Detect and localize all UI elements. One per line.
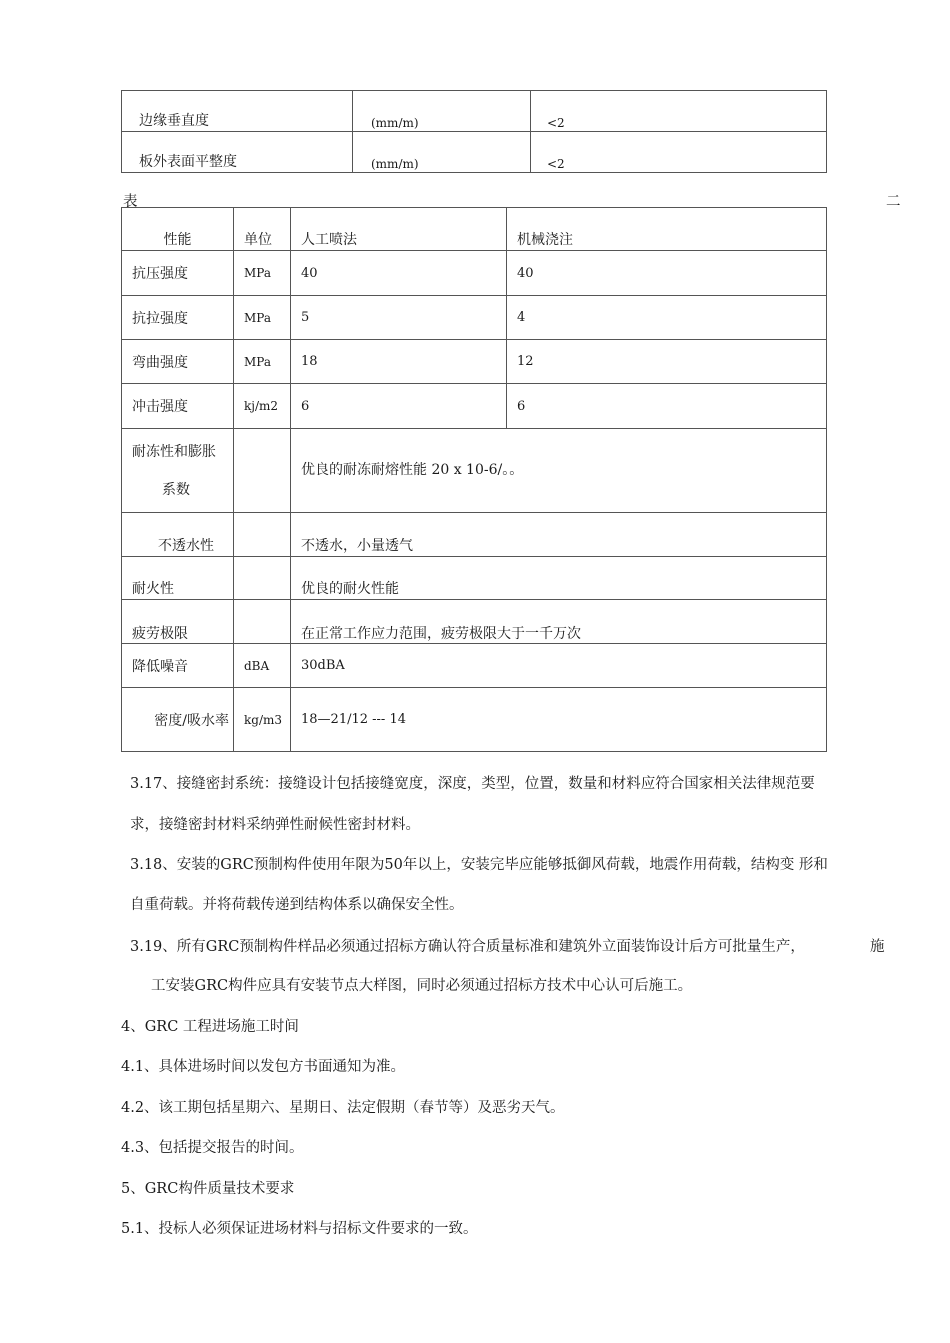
row-label: 不透水性	[122, 513, 234, 557]
paragraph-3-18-line1: 3.18、安装的GRC预制构件使用年限为50年以上，安装完毕应能够抵御风荷载，地震作用荷载，结构变 形和	[130, 857, 828, 873]
paragraph-4-1: 4.1、具体进场时间以发包方书面通知为准。	[121, 1059, 406, 1075]
header-manual-spray: 人工喷法	[291, 208, 507, 251]
row-label: 抗拉强度	[122, 296, 234, 340]
table-row	[122, 296, 827, 340]
row-value: 30dBA	[291, 644, 827, 688]
table-row	[122, 644, 827, 688]
table-row	[122, 429, 827, 513]
paragraph-3-17-line1: 3.17、接缝密封系统：接缝设计包括接缝宽度，深度，类型，位置，数量和材料应符合国家相关法律规范要	[130, 776, 815, 792]
table-header-row	[122, 208, 827, 251]
section-5-heading: 5、GRC构件质量技术要求	[121, 1181, 295, 1197]
table-row	[122, 688, 827, 752]
row-manual-value: 40	[291, 251, 507, 296]
table-row	[122, 251, 827, 296]
row-value: <2	[547, 116, 565, 130]
table-caption-right: 二	[886, 194, 901, 210]
row-machine-value: 6	[507, 384, 827, 429]
header-unit: 单位	[234, 208, 291, 251]
tolerance-table	[121, 90, 827, 173]
row-value: 不透水，小量透气	[291, 513, 827, 557]
row-label: 抗压强度	[122, 251, 234, 296]
paragraph-3-18-line2: 自重荷载。并将荷载传递到结构体系以确保安全性。	[130, 897, 464, 913]
table-row	[122, 600, 827, 644]
paragraph-3-19-line1-end: 施	[870, 939, 885, 955]
paragraph-4-2: 4.2、该工期包括星期六、星期日、法定假期（春节等）及恶劣天气。	[121, 1100, 565, 1116]
header-performance: 性能	[122, 208, 234, 251]
row-machine-value: 12	[507, 340, 827, 384]
table-row	[122, 340, 827, 384]
row-unit: kg/m3	[234, 688, 291, 752]
row-value: 优良的耐冻耐熔性能 20 x 10-6/。。	[291, 429, 827, 513]
paragraph-3-17-line2: 求，接缝密封材料采纳弹性耐候性密封材料。	[130, 817, 420, 833]
section-4-heading: 4、GRC 工程进场施工时间	[121, 1019, 299, 1035]
row-unit: dBA	[234, 644, 291, 688]
row-label-freeze	[122, 429, 234, 513]
row-unit: MPa	[234, 251, 291, 296]
row-label: 弯曲强度	[122, 340, 234, 384]
table-caption-left: 表	[123, 194, 138, 210]
row-machine-value: 40	[507, 251, 827, 296]
row-value: 在正常工作应力范围，疲劳极限大于一千万次	[291, 600, 827, 644]
table-row	[122, 513, 827, 557]
row-value: 18—21/12 --- 14	[291, 688, 827, 752]
table-row	[122, 132, 827, 173]
row-label: 降低噪音	[122, 644, 234, 688]
paragraph-3-19-line1: 3.19、所有GRC预制构件样品必须通过招标方确认符合质量标准和建筑外立面装饰设计后方可批量生产，	[130, 939, 805, 955]
row-label-line: 系数	[162, 481, 190, 498]
paragraph-5-1: 5.1、投标人必须保证进场材料与招标文件要求的一致。	[121, 1221, 478, 1237]
row-manual-value: 6	[291, 384, 507, 429]
row-value: 优良的耐火性能	[291, 557, 827, 600]
row-label: 边缘垂直度	[139, 113, 209, 129]
row-machine-value: 4	[507, 296, 827, 340]
row-unit: (mm/m)	[371, 157, 419, 171]
row-label: 疲劳极限	[122, 600, 234, 644]
row-unit: MPa	[234, 296, 291, 340]
row-label-line: 耐冻性和膨胀	[132, 443, 216, 460]
row-unit: (mm/m)	[371, 116, 419, 130]
row-value: <2	[547, 157, 565, 171]
row-unit: MPa	[234, 340, 291, 384]
table-row	[122, 557, 827, 600]
performance-table	[121, 207, 827, 752]
row-label: 板外表面平整度	[139, 154, 237, 170]
row-manual-value: 18	[291, 340, 507, 384]
row-manual-value: 5	[291, 296, 507, 340]
row-label: 密度/吸水率	[122, 688, 234, 752]
header-machine-cast: 机械浇注	[507, 208, 827, 251]
row-unit: kj/m2	[234, 384, 291, 429]
table-row	[122, 91, 827, 132]
row-label: 冲击强度	[122, 384, 234, 429]
row-label: 耐火性	[122, 557, 234, 600]
paragraph-3-19-line2: 工安装GRC构件应具有安装节点大样图，同时必须通过招标方技术中心认可后施工。	[151, 978, 693, 994]
paragraph-4-3: 4.3、包括提交报告的时间。	[121, 1140, 304, 1156]
table-row	[122, 384, 827, 429]
